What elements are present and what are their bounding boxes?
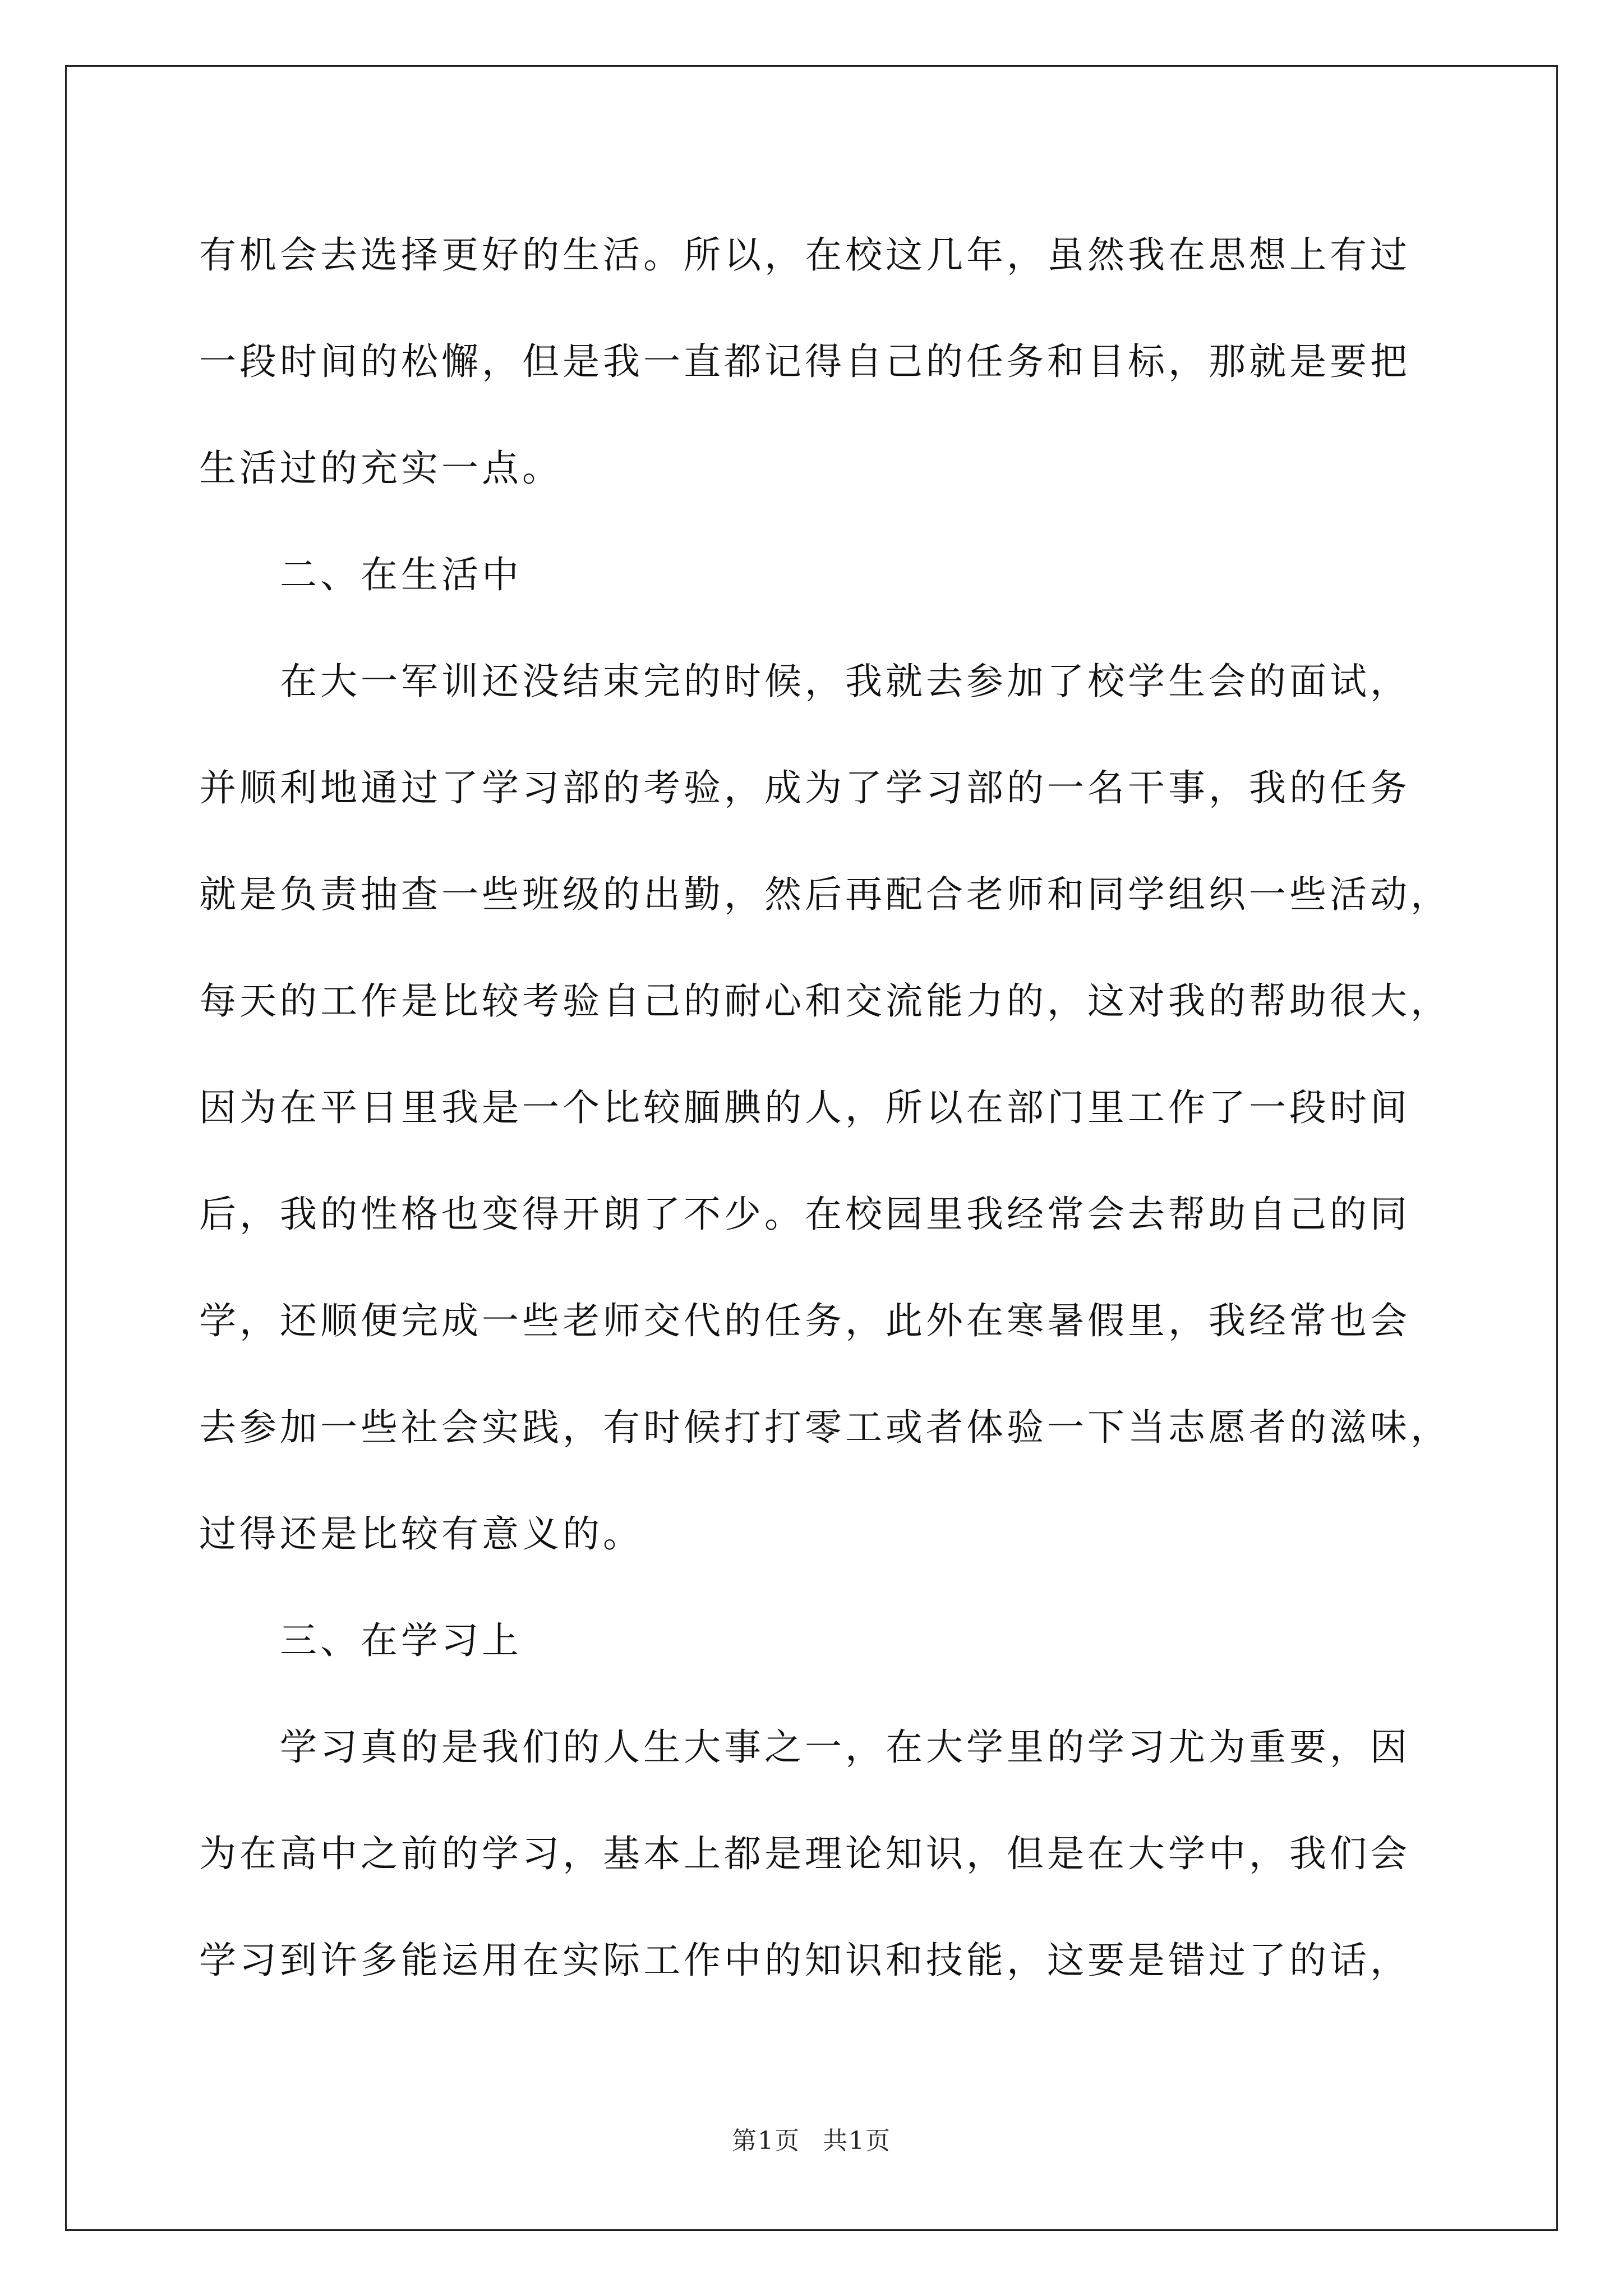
text-line-15: 学习真的是我们的人生大事之一，在大学里的学习尤为重要，因 bbox=[280, 1726, 1410, 1769]
page-number: 第1页 bbox=[732, 2127, 800, 2155]
page-footer bbox=[0, 2120, 1623, 2156]
text-line-9: 因为在平日里我是一个比较腼腆的人，所以在部门里工作了一段时间 bbox=[199, 1086, 1410, 1129]
section-heading-study: 三、在学习上 bbox=[280, 1619, 522, 1662]
page-total: 共1页 bbox=[823, 2127, 891, 2155]
text-line-7: 就是负责抽查一些班级的出勤，然后再配合老师和同学组织一些活动， bbox=[199, 873, 1451, 916]
text-line-6: 并顺利地通过了学习部的考验，成为了学习部的一名干事，我的任务 bbox=[199, 766, 1410, 809]
text-line-17: 学习到许多能运用在实际工作中的知识和技能，这要是错过了的话， bbox=[199, 1939, 1410, 1982]
text-line-5: 在大一军训还没结束完的时候，我就去参加了校学生会的面试， bbox=[280, 660, 1410, 703]
section-heading-life: 二、在生活中 bbox=[280, 553, 522, 596]
text-line-10: 后，我的性格也变得开朗了不少。在校园里我经常会去帮助自己的同 bbox=[199, 1193, 1410, 1236]
text-line-16: 为在高中之前的学习，基本上都是理论知识，但是在大学中，我们会 bbox=[199, 1832, 1410, 1875]
text-line-11: 学，还顺便完成一些老师交代的任务，此外在寒暑假里，我经常也会 bbox=[199, 1299, 1410, 1342]
text-line-8: 每天的工作是比较考验自己的耐心和交流能力的，这对我的帮助很大， bbox=[199, 979, 1451, 1023]
document-body bbox=[199, 202, 1451, 2014]
text-line-3: 生活过的充实一点。 bbox=[199, 447, 562, 490]
text-line-12: 去参加一些社会实践，有时候打打零工或者体验一下当志愿者的滋味， bbox=[199, 1406, 1451, 1449]
text-line-2: 一段时间的松懈，但是我一直都记得自己的任务和目标，那就是要把 bbox=[199, 340, 1410, 383]
text-line-13: 过得还是比较有意义的。 bbox=[199, 1512, 643, 1556]
text-line-1: 有机会去选择更好的生活。所以，在校这几年，虽然我在思想上有过 bbox=[199, 233, 1410, 277]
